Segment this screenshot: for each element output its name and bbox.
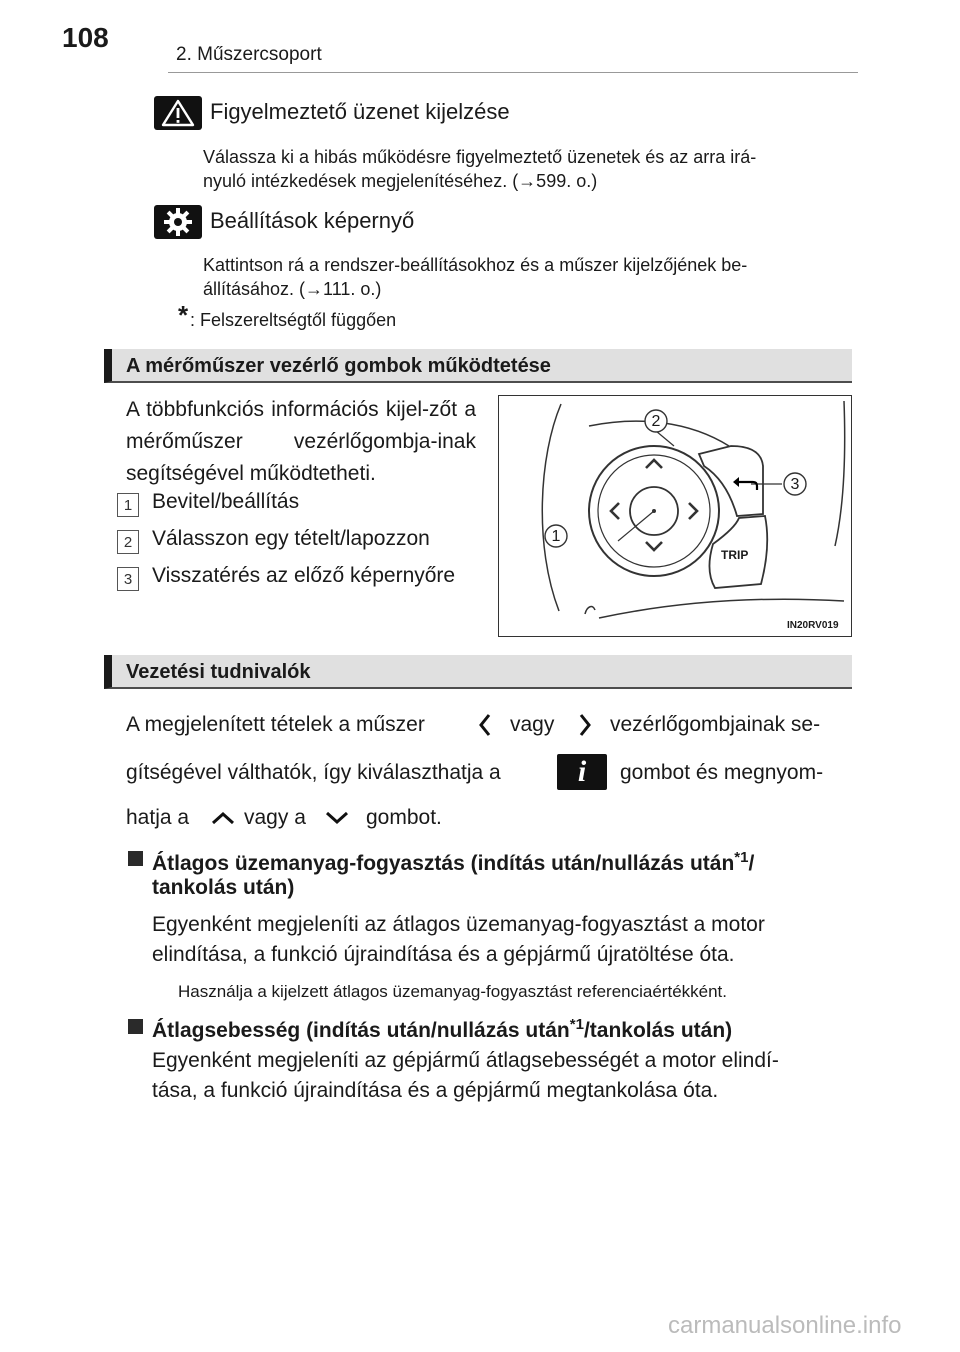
- list-label-enter-set: Bevitel/beállítás: [152, 490, 300, 513]
- settings-screen-desc-line2: állításához. (→111. o.): [203, 279, 382, 299]
- settings-screen-desc-line1: Kattintson rá a rendszer-beállításokhoz és a műszer kijelzőjének be-: [203, 255, 748, 275]
- bullet-square: [128, 851, 143, 866]
- wheel-outline-right: [835, 401, 845, 546]
- warning-display-title: Figyelmeztető üzenet kijelzése: [210, 99, 510, 124]
- intro-paragraph: A többfunkciós információs kijel-zőt a mérőműszer vezérlőgombja-inak segítségével működtetheti.: [126, 398, 476, 485]
- avg-fuel-superscript: *1: [734, 849, 749, 866]
- wheel-outline-left: [542, 404, 561, 611]
- section-heading-meter-buttons: [104, 349, 852, 383]
- avg-fuel-heading-b: /: [748, 852, 755, 875]
- figure-code: IN20RV019: [787, 620, 839, 631]
- section-title: Vezetési tudnivalók: [126, 661, 311, 683]
- avg-fuel-heading-a: Átlagos üzemanyag-fogyasztás (indítás után/nullázás után: [152, 852, 735, 875]
- avg-speed-heading: [152, 1010, 732, 1046]
- left-arrow-icon: [611, 503, 619, 519]
- list-label-back: Visszatérés az előző képernyőre: [152, 564, 456, 587]
- text-line3-a: hatja a: [126, 806, 190, 829]
- footnote-mark: *: [178, 300, 189, 330]
- up-arrow-icon: [646, 460, 662, 468]
- avg-speed-heading-b: /tankolás után): [583, 1019, 733, 1042]
- warning-display-desc-line2: nyuló intézkedések megjelenítéséhez. (→599. o.): [203, 171, 598, 191]
- warning-icon: [154, 96, 202, 130]
- section-heading-driving-info: [104, 655, 852, 689]
- gear-icon: [154, 205, 202, 239]
- list-number-2: 2: [117, 530, 139, 554]
- back-icon: [733, 477, 739, 487]
- avg-fuel-body-line2: elindítása, a funkció újraindítása és a gépjármű újratöltése óta.: [152, 943, 735, 966]
- text-line1-c: vezérlőgombjainak se-: [610, 713, 821, 736]
- avg-fuel-note: Használja a kijelzett átlagos üzemanyag-fogyasztást referenciaértékként.: [178, 982, 728, 1001]
- avg-speed-superscript: *1: [569, 1016, 584, 1033]
- list-number-3: 3: [117, 567, 139, 591]
- info-icon: i: [557, 754, 607, 790]
- text-line3-c: gombot.: [366, 806, 442, 829]
- avg-fuel-heading-line2: tankolás után): [152, 876, 295, 899]
- chevron-right-icon: [574, 710, 596, 740]
- chapter-title: 2. Műszercsoport: [176, 44, 322, 65]
- avg-speed-heading-a: Átlagsebesség (indítás után/nullázás után: [152, 1019, 570, 1042]
- chevron-left-icon: [474, 710, 496, 740]
- list-number-1: 1: [117, 493, 139, 517]
- chevron-down-icon: [322, 806, 352, 830]
- right-arrow-icon: [689, 503, 697, 519]
- callout-3: 3: [790, 476, 800, 493]
- section-title: A mérőműszer vezérlő gombok működtetése: [126, 355, 551, 377]
- warning-display-desc-line1: Válassza ki a hibás működésre figyelmeztető üzenetek és az arra irá-: [203, 147, 757, 167]
- text-line2-a: gítségével válthatók, így kiválaszthatja a: [126, 761, 501, 784]
- avg-speed-body-line1: Egyenként megjeleníti az gépjármű átlagsebességét a motor elindí-: [152, 1049, 779, 1072]
- text-line2-b: gombot és megnyom-: [620, 761, 824, 784]
- text-line1-b: vagy: [510, 713, 555, 736]
- callout-1: 1: [551, 528, 561, 545]
- steering-controls-figure: [498, 395, 852, 637]
- header-divider: [168, 72, 858, 73]
- footnote-text: : Felszereltségtől függően: [190, 310, 397, 330]
- wheel-spoke-bottom: [599, 599, 844, 618]
- avg-fuel-body-line1: Egyenként megjeleníti az átlagos üzemanyag-fogyasztást a motor: [152, 913, 765, 936]
- watermark: carmanualsonline.info: [668, 1312, 902, 1339]
- avg-speed-body-line2: tása, a funkció újraindítása és a gépjármű megtankolása óta.: [152, 1079, 719, 1102]
- down-arrow-icon: [646, 542, 662, 550]
- list-label-select-scroll: Válasszon egy tételt/lapozzon: [152, 527, 430, 550]
- settings-screen-title: Beállítások képernyő: [210, 208, 415, 233]
- text-line3-b: vagy a: [244, 806, 306, 829]
- bullet-square: [128, 1019, 143, 1034]
- callout-2: 2: [651, 413, 661, 430]
- page-number: 108: [62, 22, 109, 53]
- chevron-up-icon: [208, 806, 238, 830]
- trip-label: TRIP: [721, 548, 749, 562]
- text-line1-a: A megjelenített tételek a műszer: [126, 713, 425, 736]
